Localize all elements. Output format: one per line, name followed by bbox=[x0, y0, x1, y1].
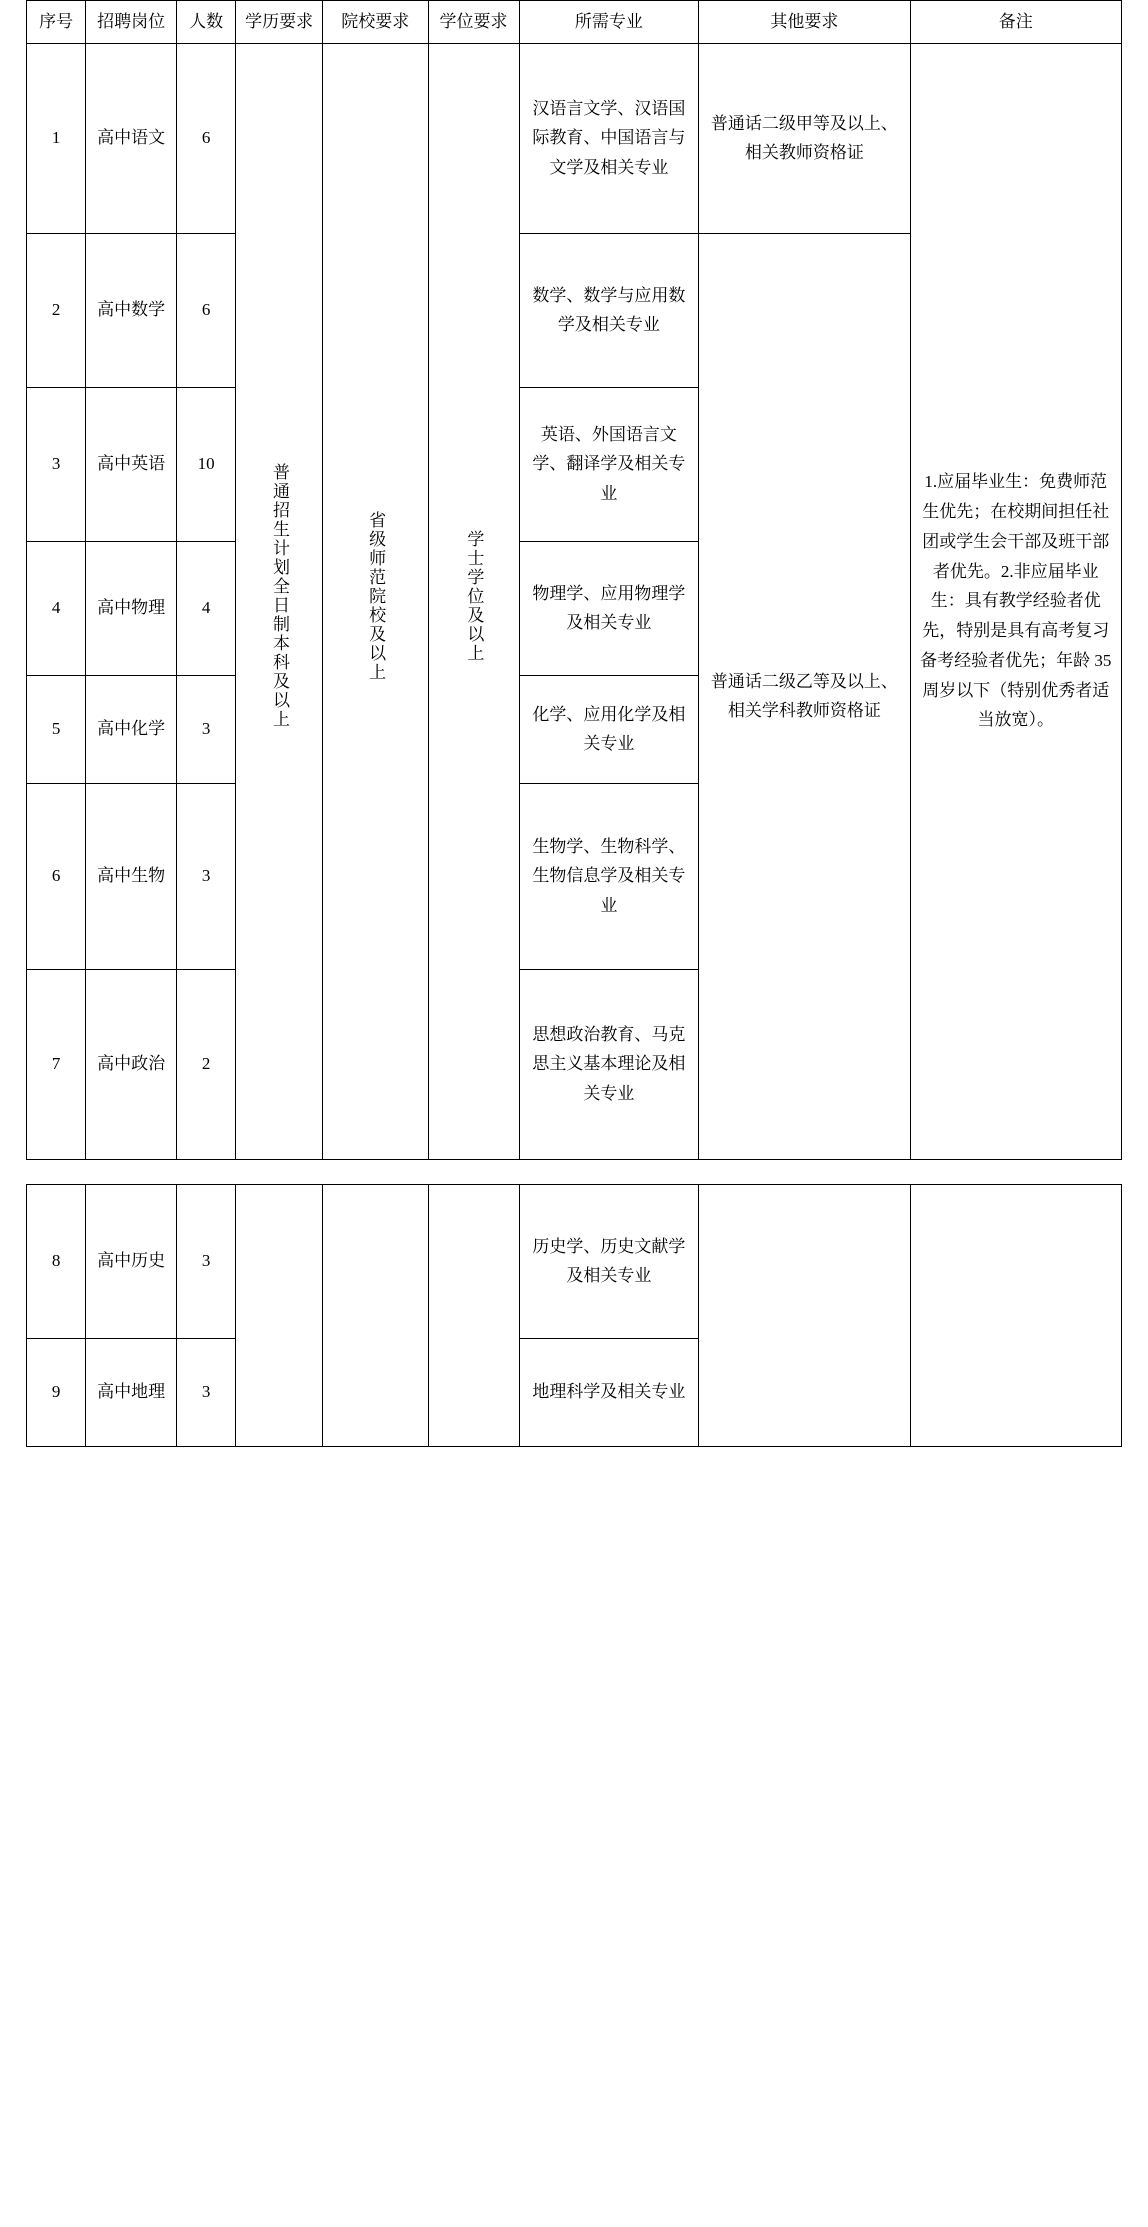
row-major: 物理学、应用物理学及相关专业 bbox=[519, 541, 699, 675]
table-row bbox=[27, 1184, 1122, 1338]
row-major: 思想政治教育、马克思主义基本理论及相关专业 bbox=[519, 969, 699, 1159]
header-post: 招聘岗位 bbox=[86, 1, 177, 44]
row-other-rest: 普通话二级乙等及以上、相关学科教师资格证 bbox=[699, 233, 910, 1159]
row-count: 3 bbox=[177, 1184, 236, 1338]
header-other: 其他要求 bbox=[699, 1, 910, 44]
row-no: 5 bbox=[27, 675, 86, 783]
recruitment-table bbox=[26, 0, 1122, 1160]
row-major: 化学、应用化学及相关专业 bbox=[519, 675, 699, 783]
row-post: 高中政治 bbox=[86, 969, 177, 1159]
row-no: 8 bbox=[27, 1184, 86, 1338]
row-no: 3 bbox=[27, 387, 86, 541]
table-header-row bbox=[27, 1, 1122, 44]
row-count: 3 bbox=[177, 783, 236, 969]
row-major: 历史学、历史文献学及相关专业 bbox=[519, 1184, 699, 1338]
table-page-break-gap bbox=[0, 1160, 1148, 1184]
row-count: 3 bbox=[177, 1338, 236, 1446]
header-major: 所需专业 bbox=[519, 1, 699, 44]
row-no: 1 bbox=[27, 43, 86, 233]
row-count: 6 bbox=[177, 233, 236, 387]
row-no: 7 bbox=[27, 969, 86, 1159]
row-no: 6 bbox=[27, 783, 86, 969]
header-degree: 学位要求 bbox=[428, 1, 519, 44]
row-post: 高中语文 bbox=[86, 43, 177, 233]
row-other bbox=[699, 1184, 910, 1446]
row-major: 数学、数学与应用数学及相关专业 bbox=[519, 233, 699, 387]
row-school bbox=[322, 1184, 428, 1446]
row-major: 汉语言文学、汉语国际教育、中国语言与文学及相关专业 bbox=[519, 43, 699, 233]
row-count: 6 bbox=[177, 43, 236, 233]
row-post: 高中英语 bbox=[86, 387, 177, 541]
row-post: 高中物理 bbox=[86, 541, 177, 675]
row-note bbox=[910, 1184, 1121, 1446]
table-row bbox=[27, 43, 1122, 233]
row-post: 高中化学 bbox=[86, 675, 177, 783]
row-major: 地理科学及相关专业 bbox=[519, 1338, 699, 1446]
row-no: 9 bbox=[27, 1338, 86, 1446]
row-no: 2 bbox=[27, 233, 86, 387]
row-degree bbox=[428, 1184, 519, 1446]
header-school: 院校要求 bbox=[322, 1, 428, 44]
row-major: 英语、外国语言文学、翻译学及相关专业 bbox=[519, 387, 699, 541]
row-count: 4 bbox=[177, 541, 236, 675]
row-no: 4 bbox=[27, 541, 86, 675]
header-education: 学历要求 bbox=[236, 1, 323, 44]
row-note: 1.应届毕业生：免费师范生优先；在校期间担任社团或学生会干部及班干部者优先。2.非应届毕业生：具有教学经验者优先，特别是具有高考复习备考经验者优先；年龄 35 周岁以下（特别优秀者适当放宽）。 bbox=[910, 43, 1121, 1159]
row-count: 3 bbox=[177, 675, 236, 783]
header-note: 备注 bbox=[910, 1, 1121, 44]
row-post: 高中生物 bbox=[86, 783, 177, 969]
row-school: 省级师范院校及以上 bbox=[322, 43, 428, 1159]
row-major: 生物学、生物科学、生物信息学及相关专业 bbox=[519, 783, 699, 969]
header-count: 人数 bbox=[177, 1, 236, 44]
row-other-first: 普通话二级甲等及以上、相关教师资格证 bbox=[699, 43, 910, 233]
recruitment-table-continued bbox=[26, 1184, 1122, 1447]
row-post: 高中地理 bbox=[86, 1338, 177, 1446]
row-count: 10 bbox=[177, 387, 236, 541]
row-education: 普通招生计划全日制本科及以上 bbox=[236, 43, 323, 1159]
header-no: 序号 bbox=[27, 1, 86, 44]
row-education bbox=[236, 1184, 323, 1446]
row-count: 2 bbox=[177, 969, 236, 1159]
row-post: 高中历史 bbox=[86, 1184, 177, 1338]
row-post: 高中数学 bbox=[86, 233, 177, 387]
row-degree: 学士学位及以上 bbox=[428, 43, 519, 1159]
